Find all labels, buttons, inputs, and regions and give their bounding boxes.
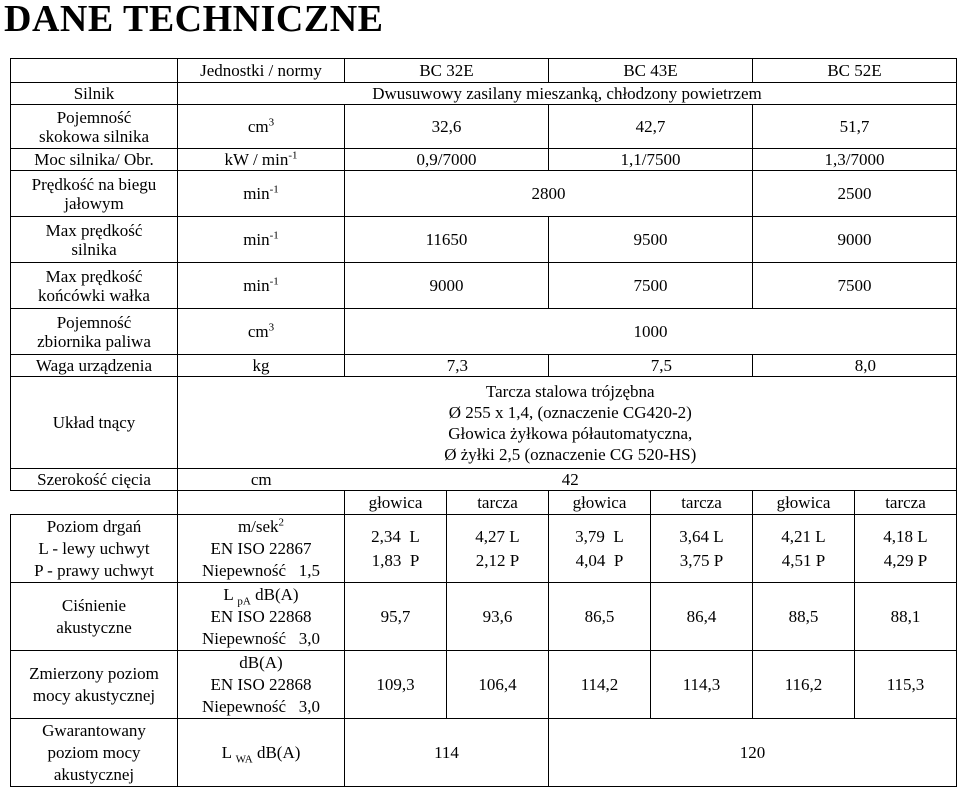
row-label: Silnik — [11, 83, 178, 105]
header-units: Jednostki / normy — [178, 59, 345, 83]
value-cell: 114,3 — [651, 651, 753, 719]
unit-cell: m/sek$^2$ EN ISO 22867 Niepewność 1,5 — [178, 515, 345, 583]
table-row — [11, 149, 957, 171]
row-label: Gwarantowany poziom mocy akustycznej — [11, 719, 178, 787]
table-row — [11, 105, 957, 149]
row-label: Max prędkość końcówki wałka — [11, 263, 178, 309]
table-row — [11, 309, 957, 355]
unit-cell: kW / $\min^{-1}$ — [178, 149, 345, 171]
subheader-cell: głowica — [753, 491, 855, 515]
unit-cell: $\min^{-1}$ — [178, 171, 345, 217]
value-cell: 3,79 L 4,04 P — [549, 515, 651, 583]
value-cell: 88,5 — [753, 583, 855, 651]
value-cell: 93,6 — [447, 583, 549, 651]
value-cell: 32,6 — [345, 105, 549, 149]
subheader-cell: tarcza — [447, 491, 549, 515]
header-model-bc32e: BC 32E — [345, 59, 549, 83]
header-model-bc52e: BC 52E — [753, 59, 957, 83]
cutting-description: Tarcza stalowa trójzębna Ø 255 x 1,4, (oznaczenie CG420-2) Głowica żyłkowa półautomatyczna, Ø żyłki 2,5 (oznaczenie CG 520-HS) — [345, 377, 957, 469]
value-cell: 1,3/7000 — [753, 149, 957, 171]
value-cell: 106,4 — [447, 651, 549, 719]
value-cell: 7500 — [753, 263, 957, 309]
value-cell: 9000 — [753, 217, 957, 263]
value-cell: 1000 — [345, 309, 957, 355]
value-cell: 109,3 — [345, 651, 447, 719]
value-cell: 7500 — [549, 263, 753, 309]
value-cell: 2500 — [753, 171, 957, 217]
row-label: Waga urządzenia — [11, 355, 178, 377]
value-cell: 42,7 — [549, 105, 753, 149]
subheader-cell: głowica — [549, 491, 651, 515]
value-cell: 7,5 — [549, 355, 753, 377]
unit-cell — [178, 377, 345, 469]
engine-value: Dwusuwowy zasilany mieszanką, chłodzony powietrzem — [178, 83, 957, 105]
unit-cell: $\min^{-1}$ — [178, 217, 345, 263]
subheader-cell: głowica — [345, 491, 447, 515]
row-label: Pojemność zbiornika paliwa — [11, 309, 178, 355]
subheader-row — [11, 491, 957, 515]
row-label: Szerokość cięcia — [11, 469, 178, 491]
value-cell: 0,9/7000 — [345, 149, 549, 171]
empty-cell — [178, 491, 345, 515]
value-cell: 3,64 L 3,75 P — [651, 515, 753, 583]
table-row — [11, 651, 957, 719]
unit-cell: dB(A) EN ISO 22868 Niepewność 3,0 — [178, 651, 345, 719]
table-row — [11, 377, 957, 469]
header-model-bc43e: BC 43E — [549, 59, 753, 83]
page-title: DANE TECHNICZNE — [4, 0, 384, 40]
value-cell: 4,18 L 4,29 P — [855, 515, 957, 583]
unit-cell: cm — [178, 469, 345, 491]
empty-cell — [11, 491, 178, 515]
specifications-table — [10, 58, 957, 787]
row-label: Poziom drgań L - lewy uchwyt P - prawy uchwyt — [11, 515, 178, 583]
value-cell: 88,1 — [855, 583, 957, 651]
value-cell: 120 — [549, 719, 957, 787]
value-cell: 2800 — [345, 171, 753, 217]
row-label: Max prędkość silnika — [11, 217, 178, 263]
row-label: Moc silnika/ Obr. — [11, 149, 178, 171]
header-empty-cell — [11, 59, 178, 83]
table-row — [11, 515, 957, 583]
table-row — [11, 217, 957, 263]
subheader-cell: tarcza — [651, 491, 753, 515]
unit-cell: kg — [178, 355, 345, 377]
unit-cell: $\min^{-1}$ — [178, 263, 345, 309]
table-row — [11, 263, 957, 309]
value-cell: 2,34 L 1,83 P — [345, 515, 447, 583]
unit-cell: L $_{WA}$ dB(A) — [178, 719, 345, 787]
table-row — [11, 719, 957, 787]
header-row — [11, 59, 957, 83]
value-cell: 8,0 — [753, 355, 957, 377]
unit-cell: $cm^3$ — [178, 309, 345, 355]
unit-cell: L $_{pA}$ dB(A) EN ISO 22868 Niepewność 3,0 — [178, 583, 345, 651]
row-label: Ciśnienie akustyczne — [11, 583, 178, 651]
row-label: Zmierzony poziom mocy akustycznej — [11, 651, 178, 719]
value-cell: 4,27 L 2,12 P — [447, 515, 549, 583]
value-cell: 1,1/7500 — [549, 149, 753, 171]
table-row — [11, 469, 957, 491]
value-cell: 42 — [345, 469, 957, 491]
value-cell: 116,2 — [753, 651, 855, 719]
value-cell: 86,4 — [651, 583, 753, 651]
value-cell: 86,5 — [549, 583, 651, 651]
value-cell: 7,3 — [345, 355, 549, 377]
row-label: Prędkość na biegu jałowym — [11, 171, 178, 217]
value-cell: 114 — [345, 719, 549, 787]
row-label: Układ tnący — [11, 377, 178, 469]
unit-cell: $cm^3$ — [178, 105, 345, 149]
table-row — [11, 355, 957, 377]
value-cell: 4,21 L 4,51 P — [753, 515, 855, 583]
value-cell: 9000 — [345, 263, 549, 309]
value-cell: 114,2 — [549, 651, 651, 719]
subheader-cell: tarcza — [855, 491, 957, 515]
value-cell: 115,3 — [855, 651, 957, 719]
value-cell: 11650 — [345, 217, 549, 263]
value-cell: 95,7 — [345, 583, 447, 651]
row-label: Pojemność skokowa silnika — [11, 105, 178, 149]
value-cell: 9500 — [549, 217, 753, 263]
value-cell: 51,7 — [753, 105, 957, 149]
table-row — [11, 583, 957, 651]
table-row — [11, 83, 957, 105]
table-row — [11, 171, 957, 217]
